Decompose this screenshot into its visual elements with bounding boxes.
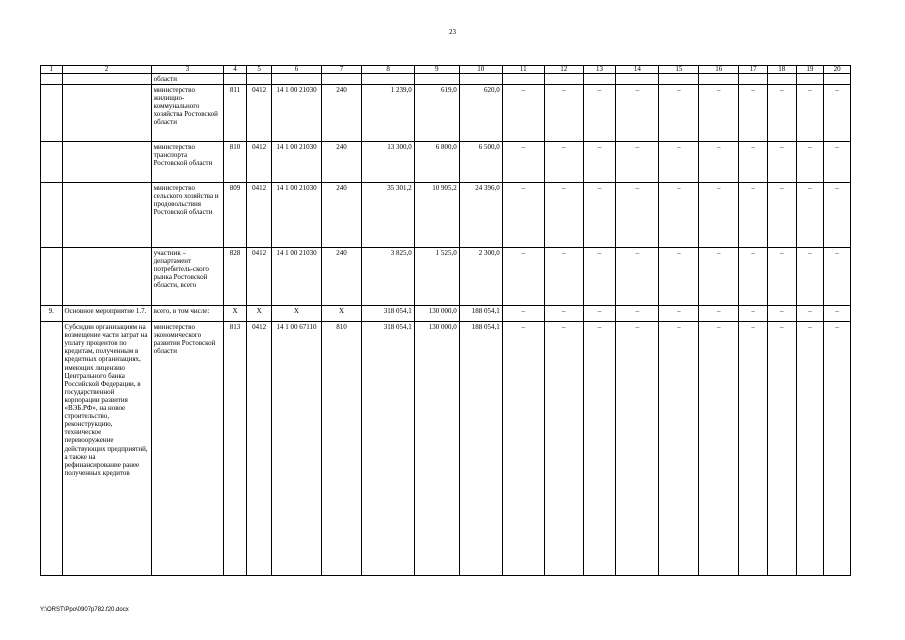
amount-2020-cell: 188 054,1 xyxy=(459,322,502,576)
expense-type-cell: 240 xyxy=(321,142,362,183)
table-row xyxy=(41,322,851,576)
year-amount-cell: – xyxy=(739,248,768,306)
year-amount-cell: – xyxy=(796,85,824,142)
section-code-cell: 0412 xyxy=(246,248,272,306)
column-header: 9 xyxy=(414,66,459,74)
year-amount-cell: – xyxy=(659,306,699,322)
table-row xyxy=(41,85,851,142)
amount-2020-cell xyxy=(459,74,502,85)
year-amount-cell: – xyxy=(659,183,699,248)
ministry-code-cell: 813 xyxy=(224,322,247,576)
section-code-cell: 0412 xyxy=(246,183,272,248)
section-code-cell: 0412 xyxy=(246,85,272,142)
table-row xyxy=(41,306,851,322)
year-amount-cell: – xyxy=(767,306,796,322)
year-amount-cell: – xyxy=(796,183,824,248)
measure-name-cell xyxy=(62,85,151,142)
year-amount-cell: – xyxy=(544,306,583,322)
ministry-code-cell: 811 xyxy=(224,85,247,142)
target-article-cell: 14 1 00 21030 xyxy=(272,183,321,248)
column-header: 10 xyxy=(459,66,502,74)
participant-cell: министерство сельского хозяйства и продовольствия Ростовской области xyxy=(151,183,224,248)
expense-type-cell: 810 xyxy=(321,322,362,576)
year-amount-cell xyxy=(616,74,659,85)
file-path-footer: Y:\ORST\Ppo\0907p782.f20.docx xyxy=(40,607,129,613)
participant-cell: министерство жилищно-коммунального хозяйства Ростовской области xyxy=(151,85,224,142)
year-amount-cell: – xyxy=(583,85,616,142)
target-article-cell: 14 1 00 21030 xyxy=(272,142,321,183)
year-amount-cell: – xyxy=(616,183,659,248)
year-amount-cell: – xyxy=(502,322,544,576)
measure-name-cell: Субсидии организациям на возмещение части затрат на уплату процентов по кредитам, полученным в кредитных организациях, имеющих лицензию Центрального банка Российской Федерации, в государственной корпорации развития «ВЭБ.РФ», на новое строительство, реконструкцию, техническое перевооружение действующих предприятий, а также на рефинансирование ранее полученных кредитов xyxy=(62,322,151,576)
measure-name-cell xyxy=(62,183,151,248)
year-amount-cell: – xyxy=(544,183,583,248)
year-amount-cell: – xyxy=(699,142,739,183)
amount-2019-cell: 130 000,0 xyxy=(414,322,459,576)
year-amount-cell: – xyxy=(767,322,796,576)
section-code-cell: 0412 xyxy=(246,322,272,576)
year-amount-cell: – xyxy=(502,142,544,183)
column-header: 5 xyxy=(246,66,272,74)
ministry-code-cell: 809 xyxy=(224,183,247,248)
year-amount-cell xyxy=(583,74,616,85)
column-header: 11 xyxy=(502,66,544,74)
column-header: 1 xyxy=(41,66,63,74)
expense-type-cell: 240 xyxy=(321,183,362,248)
section-code-cell xyxy=(246,74,272,85)
year-amount-cell: – xyxy=(616,85,659,142)
column-header: 6 xyxy=(272,66,321,74)
row-number-cell: 9. xyxy=(41,306,63,322)
year-amount-cell xyxy=(767,74,796,85)
column-header: 14 xyxy=(616,66,659,74)
amount-2020-cell: 6 500,0 xyxy=(459,142,502,183)
amount-2019-cell: 130 000,0 xyxy=(414,306,459,322)
participant-cell: области xyxy=(151,74,224,85)
year-amount-cell: – xyxy=(544,248,583,306)
year-amount-cell: – xyxy=(739,142,768,183)
row-number-cell xyxy=(41,142,63,183)
section-code-cell: X xyxy=(246,306,272,322)
year-amount-cell: – xyxy=(796,142,824,183)
column-header: 19 xyxy=(796,66,824,74)
target-article-cell: 14 1 00 21030 xyxy=(272,248,321,306)
year-amount-cell xyxy=(824,74,851,85)
year-amount-cell: – xyxy=(739,85,768,142)
target-article-cell: X xyxy=(272,306,321,322)
year-amount-cell: – xyxy=(659,248,699,306)
total-amount-cell xyxy=(362,74,414,85)
participant-cell: министерство транспорта Ростовской области xyxy=(151,142,224,183)
page-number: 23 xyxy=(449,28,456,36)
column-header: 8 xyxy=(362,66,414,74)
year-amount-cell xyxy=(739,74,768,85)
target-article-cell xyxy=(272,74,321,85)
year-amount-cell: – xyxy=(767,248,796,306)
ministry-code-cell: 810 xyxy=(224,142,247,183)
year-amount-cell: – xyxy=(616,142,659,183)
year-amount-cell xyxy=(502,74,544,85)
year-amount-cell: – xyxy=(824,85,851,142)
column-header: 12 xyxy=(544,66,583,74)
year-amount-cell: – xyxy=(739,322,768,576)
amount-2019-cell: 6 800,0 xyxy=(414,142,459,183)
total-amount-cell: 1 239,0 xyxy=(362,85,414,142)
participant-cell: всего, в том числе: xyxy=(151,306,224,322)
measure-name-cell xyxy=(62,142,151,183)
total-amount-cell: 35 301,2 xyxy=(362,183,414,248)
budget-table xyxy=(40,65,851,576)
column-header: 4 xyxy=(224,66,247,74)
year-amount-cell xyxy=(544,74,583,85)
year-amount-cell: – xyxy=(739,183,768,248)
amount-2019-cell: 1 525,0 xyxy=(414,248,459,306)
column-number-row xyxy=(41,66,851,74)
measure-name-cell xyxy=(62,248,151,306)
ministry-code-cell: X xyxy=(224,306,247,322)
year-amount-cell: – xyxy=(616,248,659,306)
row-number-cell xyxy=(41,85,63,142)
measure-name-cell: Основное мероприятие 1.7. xyxy=(62,306,151,322)
year-amount-cell: – xyxy=(767,183,796,248)
total-amount-cell: 13 300,0 xyxy=(362,142,414,183)
amount-2020-cell: 24 396,0 xyxy=(459,183,502,248)
measure-name-cell xyxy=(62,74,151,85)
ministry-code-cell: 828 xyxy=(224,248,247,306)
year-amount-cell: – xyxy=(583,322,616,576)
expense-type-cell: 240 xyxy=(321,85,362,142)
year-amount-cell: – xyxy=(796,322,824,576)
year-amount-cell: – xyxy=(824,306,851,322)
year-amount-cell: – xyxy=(502,248,544,306)
amount-2020-cell: 2 300,0 xyxy=(459,248,502,306)
column-header: 20 xyxy=(824,66,851,74)
participant-cell: министерство экономического развития Ростовской области xyxy=(151,322,224,576)
row-number-cell xyxy=(41,322,63,576)
year-amount-cell: – xyxy=(659,322,699,576)
year-amount-cell xyxy=(699,74,739,85)
ministry-code-cell xyxy=(224,74,247,85)
year-amount-cell: – xyxy=(659,85,699,142)
year-amount-cell: – xyxy=(824,322,851,576)
column-header: 18 xyxy=(767,66,796,74)
year-amount-cell: – xyxy=(824,142,851,183)
year-amount-cell: – xyxy=(544,85,583,142)
expense-type-cell: 240 xyxy=(321,248,362,306)
total-amount-cell: 318 054,1 xyxy=(362,306,414,322)
participant-cell: участник – департамент потребитель-ского рынка Ростовской области, всего xyxy=(151,248,224,306)
year-amount-cell: – xyxy=(544,142,583,183)
target-article-cell: 14 1 00 67110 xyxy=(272,322,321,576)
amount-2019-cell: 10 905,2 xyxy=(414,183,459,248)
year-amount-cell: – xyxy=(699,322,739,576)
year-amount-cell: – xyxy=(583,248,616,306)
section-code-cell: 0412 xyxy=(246,142,272,183)
expense-type-cell: X xyxy=(321,306,362,322)
year-amount-cell: – xyxy=(616,322,659,576)
column-header: 7 xyxy=(321,66,362,74)
table-row xyxy=(41,183,851,248)
year-amount-cell: – xyxy=(659,142,699,183)
year-amount-cell: – xyxy=(502,306,544,322)
year-amount-cell: – xyxy=(502,85,544,142)
total-amount-cell: 318 054,1 xyxy=(362,322,414,576)
year-amount-cell: – xyxy=(502,183,544,248)
year-amount-cell: – xyxy=(583,183,616,248)
column-header: 17 xyxy=(739,66,768,74)
table-row xyxy=(41,142,851,183)
year-amount-cell: – xyxy=(583,306,616,322)
year-amount-cell: – xyxy=(583,142,616,183)
column-header: 2 xyxy=(62,66,151,74)
year-amount-cell xyxy=(659,74,699,85)
year-amount-cell: – xyxy=(739,306,768,322)
column-header: 3 xyxy=(151,66,224,74)
expense-type-cell xyxy=(321,74,362,85)
year-amount-cell: – xyxy=(796,306,824,322)
amount-2020-cell: 188 054,1 xyxy=(459,306,502,322)
year-amount-cell: – xyxy=(767,85,796,142)
row-number-cell xyxy=(41,74,63,85)
year-amount-cell: – xyxy=(824,183,851,248)
column-header: 13 xyxy=(583,66,616,74)
year-amount-cell: – xyxy=(824,248,851,306)
row-number-cell xyxy=(41,248,63,306)
amount-2019-cell: 619,0 xyxy=(414,85,459,142)
row-number-cell xyxy=(41,183,63,248)
year-amount-cell: – xyxy=(699,85,739,142)
amount-2020-cell: 620,0 xyxy=(459,85,502,142)
year-amount-cell: – xyxy=(796,248,824,306)
total-amount-cell: 3 825,0 xyxy=(362,248,414,306)
year-amount-cell: – xyxy=(616,306,659,322)
column-header: 15 xyxy=(659,66,699,74)
year-amount-cell: – xyxy=(699,183,739,248)
year-amount-cell: – xyxy=(544,322,583,576)
target-article-cell: 14 1 00 21030 xyxy=(272,85,321,142)
year-amount-cell: – xyxy=(699,248,739,306)
amount-2019-cell xyxy=(414,74,459,85)
table-row xyxy=(41,74,851,85)
column-header: 16 xyxy=(699,66,739,74)
year-amount-cell: – xyxy=(699,306,739,322)
table-row xyxy=(41,248,851,306)
year-amount-cell: – xyxy=(767,142,796,183)
year-amount-cell xyxy=(796,74,824,85)
